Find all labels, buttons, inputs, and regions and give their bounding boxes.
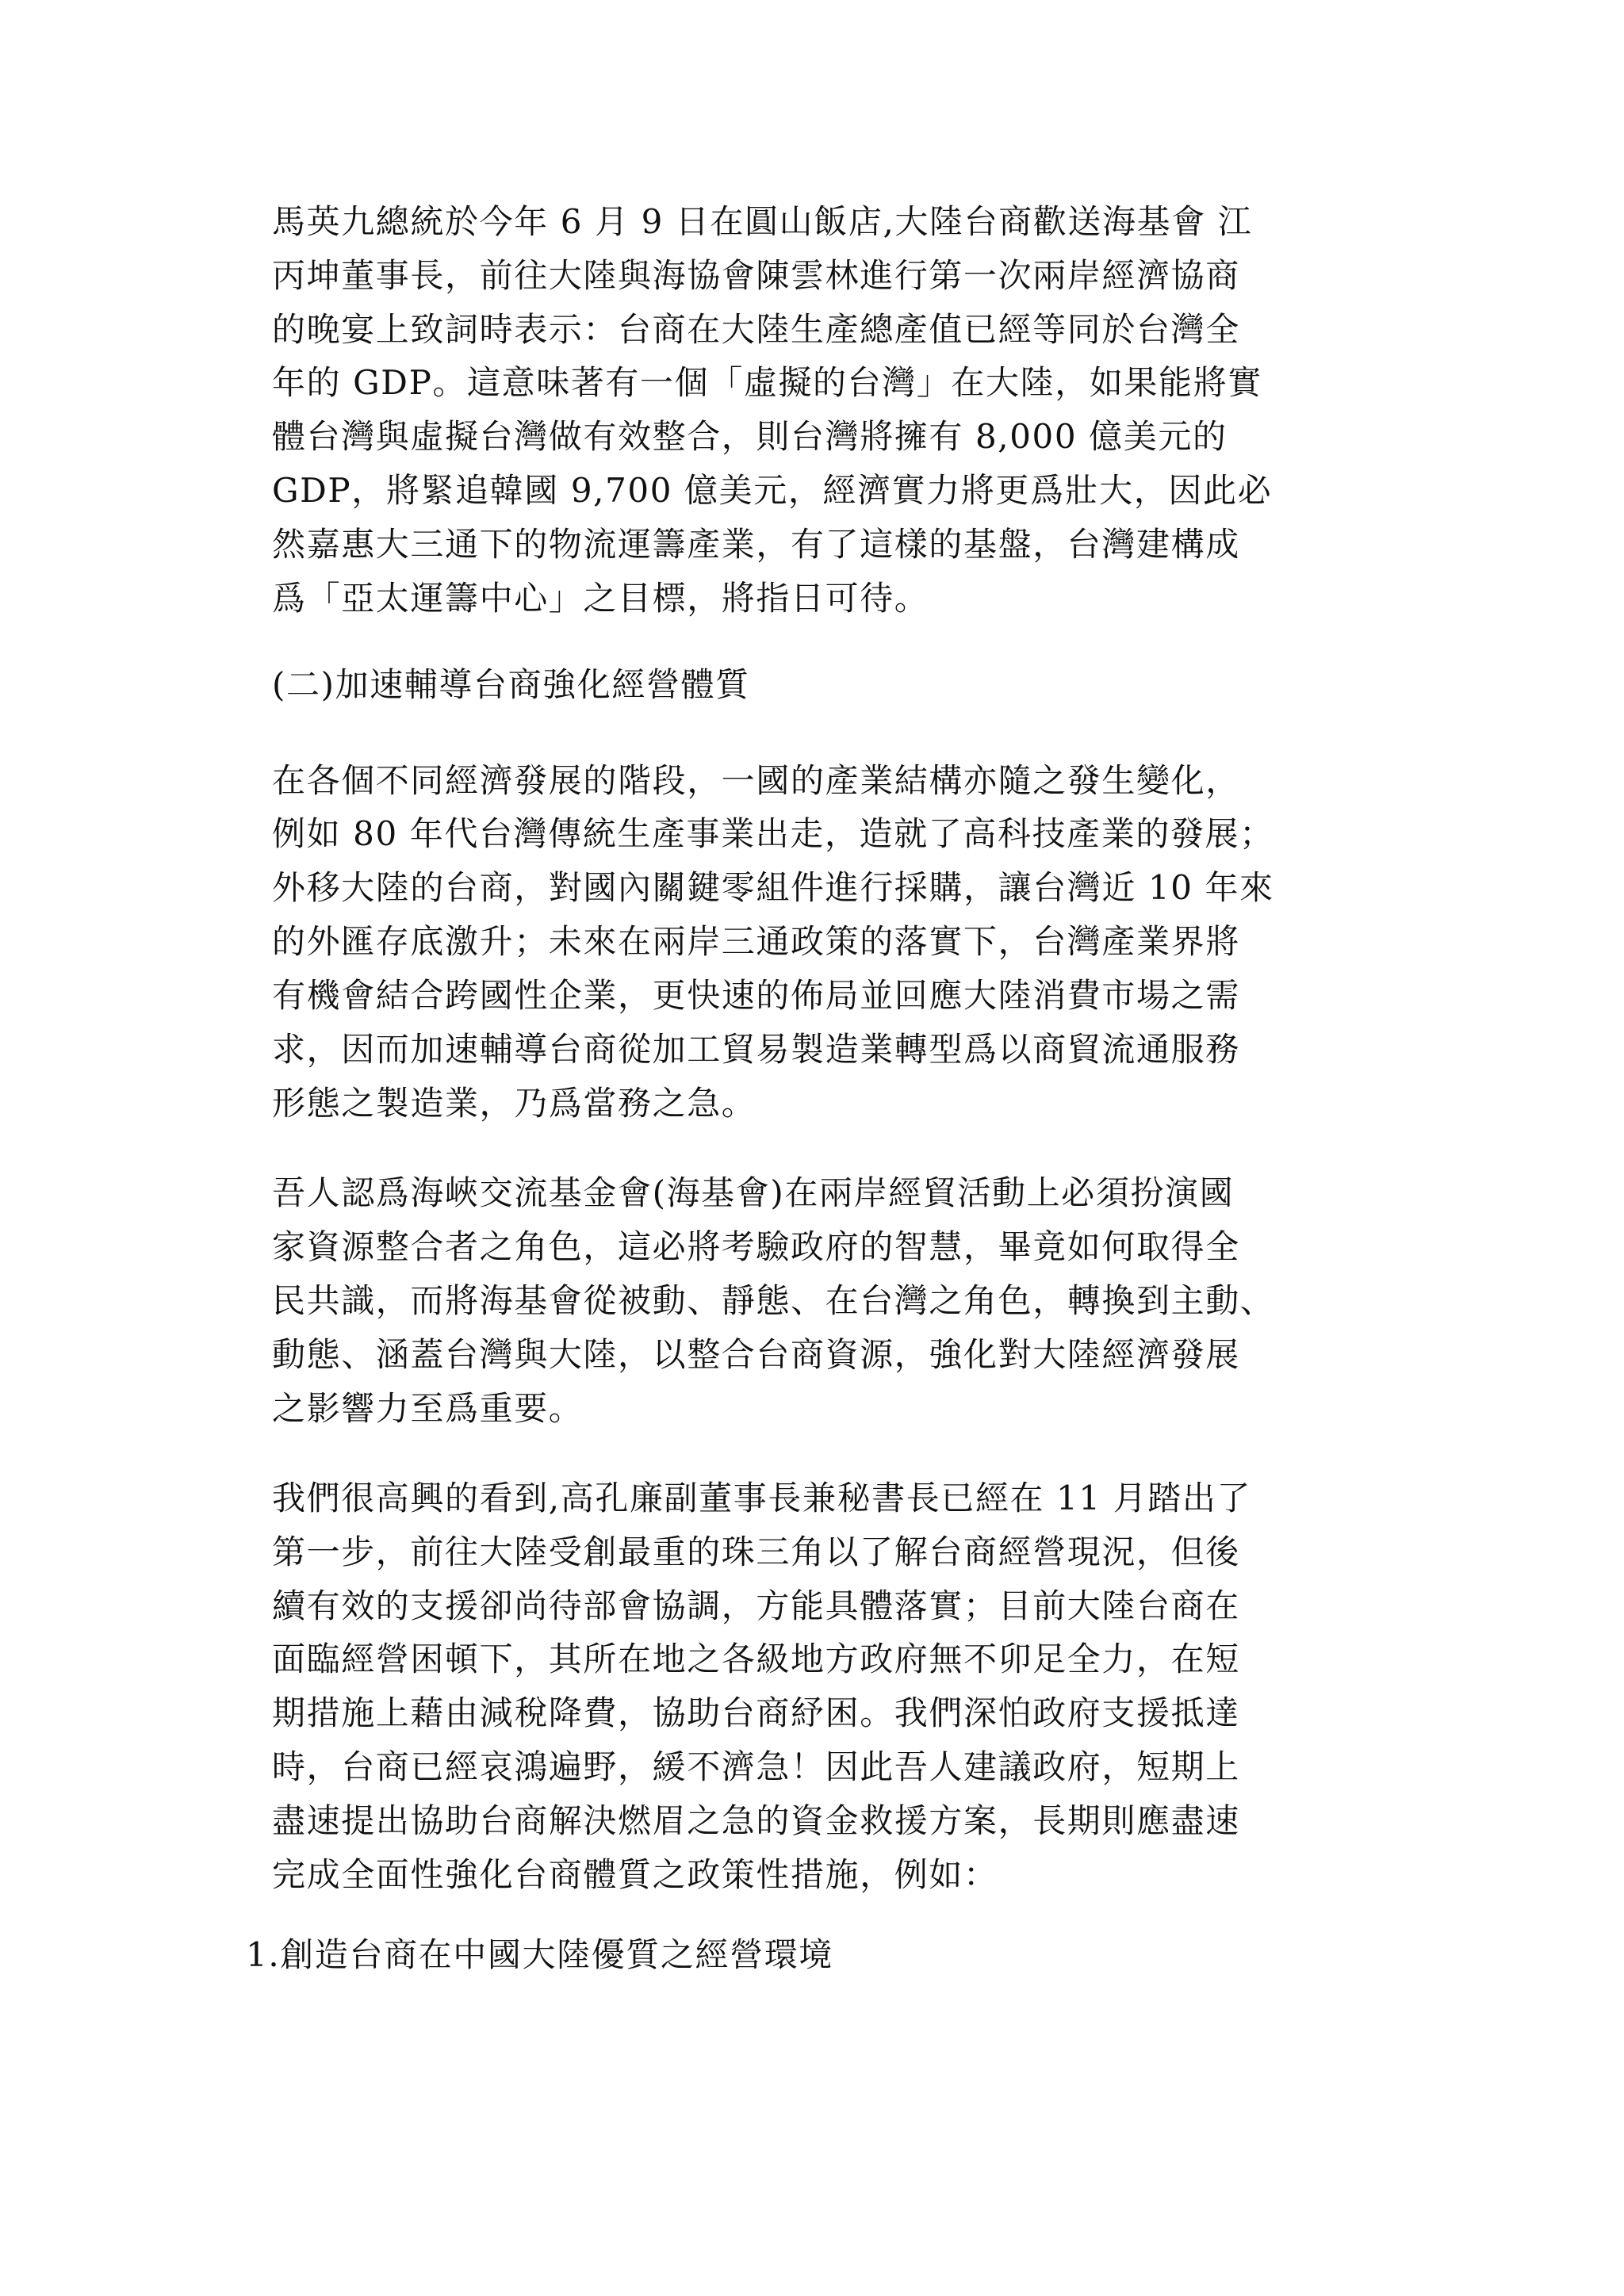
paragraph-1-line: 的晚宴上致詞時表示：台商在大陸生產總產值已經等同於台灣全 (272, 310, 1240, 349)
paragraph-4-line: 期措施上藉由減稅降費，協助台商紓困。我們深怕政府支援抵達 (272, 1693, 1240, 1732)
paragraph-4-line: 盡速提出協助台商解決燃眉之急的資金救援方案，長期則應盡速 (272, 1801, 1240, 1840)
paragraph-4-line: 時，台商已經哀鴻遍野，緩不濟急！因此吾人建議政府，短期上 (272, 1747, 1240, 1786)
paragraph-2-line: 的外匯存底激升；未來在兩岸三通政策的落實下，台灣產業界將 (272, 922, 1240, 961)
paragraph-2-line: 求，因而加速輔導台商從加工貿易製造業轉型爲以商貿流通服務 (272, 1030, 1240, 1069)
paragraph-1-line: GDP，將緊追韓國 9,700 億美元，經濟實力將更爲壯大，因此必 (272, 471, 1273, 510)
paragraph-3-line: 民共識，而將海基會從被動、靜態、在台灣之角色，轉換到主動、 (272, 1281, 1275, 1320)
paragraph-1-line: 年的 GDP。這意味著有一個「虛擬的台灣」在大陸，如果能將實 (272, 363, 1262, 402)
paragraph-1-line: 丙坤董事長，前往大陸與海協會陳雲林進行第一次兩岸經濟協商 (272, 256, 1240, 295)
paragraph-2-line: 有機會結合跨國性企業，更快速的佈局並回應大陸消費市場之需 (272, 976, 1240, 1015)
paragraph-2-line: 在各個不同經濟發展的階段，一國的產業結構亦隨之發生變化， (272, 761, 1240, 800)
paragraph-1-line: 然嘉惠大三通下的物流運籌產業，有了這樣的基盤，台灣建構成 (272, 525, 1240, 564)
paragraph-3-line: 之影響力至爲重要。 (272, 1389, 584, 1428)
paragraph-1-line: 馬英九總統於今年 6 月 9 日在圓山飯店,大陸台商歡送海基會 江 (272, 202, 1253, 241)
paragraph-3-line: 動態、涵蓋台灣與大陸，以整合台商資源，強化對大陸經濟發展 (272, 1335, 1240, 1374)
paragraph-4-line: 續有效的支援卻尚待部會協調，方能具體落實；目前大陸台商在 (272, 1586, 1240, 1625)
section-heading: (二)加速輔導台商強化經營體質 (272, 665, 750, 704)
paragraph-4-line: 我們很高興的看到,高孔廉副董事長兼秘書長已經在 11 月踏出了 (272, 1479, 1252, 1517)
paragraph-4-line: 完成全面性強化台商體質之政策性措施，例如： (272, 1855, 998, 1894)
paragraph-2-line: 形態之製造業，乃爲當務之急。 (272, 1084, 756, 1123)
paragraph-1-line: 體台灣與虛擬台灣做有效整合，則台灣將擁有 8,000 億美元的 (272, 417, 1228, 456)
paragraph-2-line: 例如 80 年代台灣傳統生產事業出走，造就了高科技產業的發展； (272, 814, 1274, 853)
paragraph-4-line: 面臨經營困頓下，其所在地之各級地方政府無不卯足全力，在短 (272, 1640, 1240, 1678)
paragraph-3-line: 吾人認爲海峽交流基金會(海基會)在兩岸經貿活動上必須扮演國 (272, 1173, 1235, 1212)
paragraph-3-line: 家資源整合者之角色，這必將考驗政府的智慧，畢竟如何取得全 (272, 1227, 1240, 1266)
paragraph-2-line: 外移大陸的台商，對國內關鍵零組件進行採購，讓台灣近 10 年來 (272, 868, 1274, 907)
paragraph-1-line: 爲「亞太運籌中心」之目標，將指日可待。 (272, 579, 929, 618)
paragraph-4-line: 第一步，前往大陸受創最重的珠三角以了解台商經營現況，但後 (272, 1533, 1240, 1571)
list-item: 1.創造台商在中國大陸優質之經營環境 (246, 1935, 833, 1974)
